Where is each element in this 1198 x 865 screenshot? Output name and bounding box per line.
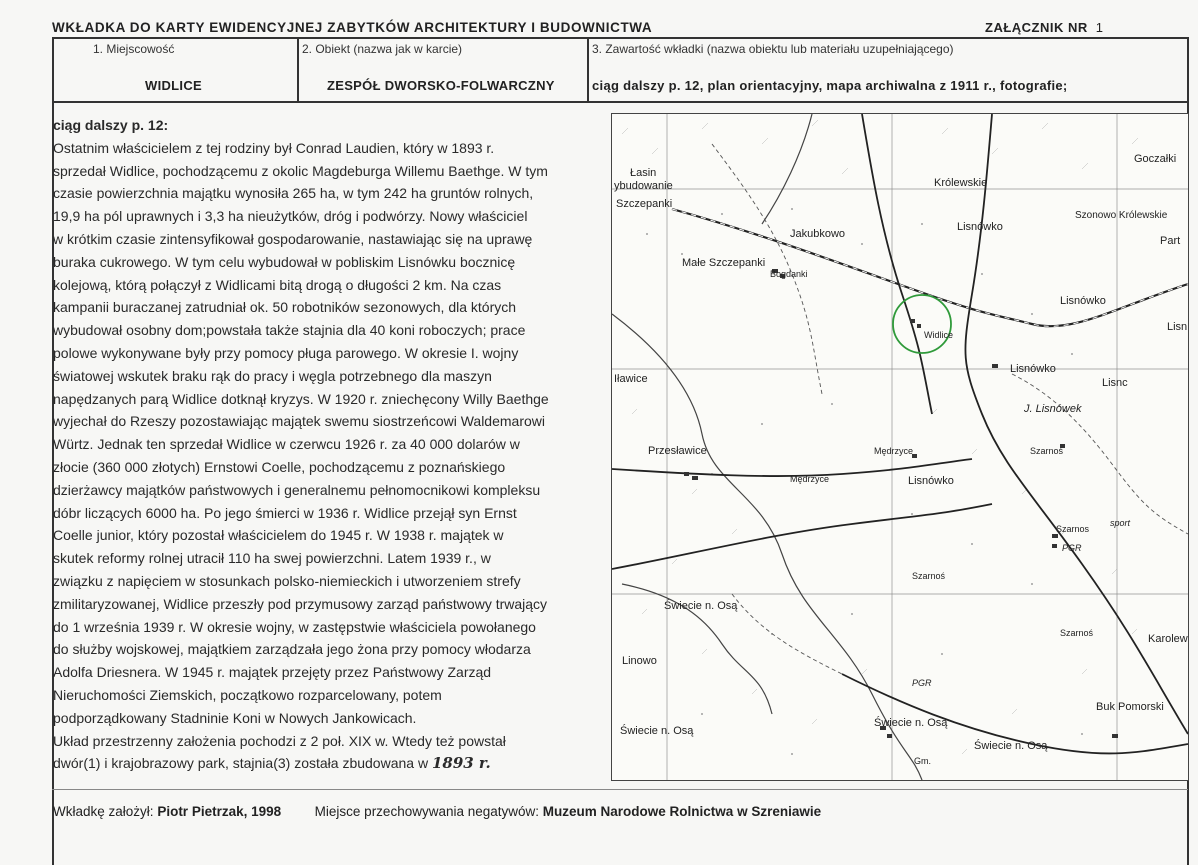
footer-top-rule — [52, 789, 1188, 790]
field-contents — [589, 38, 1187, 101]
map-label: Szarnoś — [1060, 628, 1094, 638]
map-label: Szczepanki — [616, 198, 673, 210]
field-contents-value: ciąg dalszy p. 12, plan orientacyjny, mapa archiwalna z 1911 r., fotografie; — [592, 78, 1068, 93]
field-object-label: 2. Obiekt (nazwa jak w karcie) — [302, 42, 463, 56]
map-label: Małe Szczepanki — [682, 257, 766, 269]
field-contents-label: 3. Zawartość wkładki (nazwa obiektu lub materiału uzupełniającego) — [592, 42, 954, 56]
founder-name: Piotr Pietrzak, 1998 — [157, 804, 282, 819]
field-location — [53, 38, 297, 101]
map-label: Lisnówko — [1010, 363, 1056, 375]
map-label: Szarnos — [1056, 524, 1090, 534]
body-subheading: ciąg dalszy p. 12: — [53, 117, 169, 133]
map-drawing — [612, 114, 1188, 780]
field-location-label: 1. Miejscowość — [93, 42, 175, 56]
map-label: Buk Pomorski — [1096, 701, 1164, 713]
annex-number: 1 — [1095, 20, 1104, 35]
map-label: Królewskie — [934, 177, 988, 189]
annex-label-text: ZAŁĄCZNIK NR — [985, 20, 1088, 35]
field-object-value: ZESPÓŁ DWORSKO-FOLWARCZNY — [327, 78, 555, 93]
map-label: sport — [1110, 518, 1131, 528]
annex-label — [985, 20, 1104, 35]
map-label: Świecie n. Osą — [620, 725, 694, 737]
storage-label: Miejsce przechowywania negatywów: — [314, 804, 540, 819]
body-paragraph — [53, 137, 583, 775]
map-label: Gm. — [914, 756, 931, 766]
body-paragraph-text: Ostatnim właścicielem z tej rodziny był Conrad Laudien, który w 1893 r. sprzedał Widlice, pochodzącemu z okolic Magdeburga Willemu Baethge. W tym czasie powierzchnia majątku wynosiła 265 ha, w tym 242 ha gruntów rolnych, 19,9 ha pól uprawnych i 3,3 ha nieużytków, dróg i podwórzy. Nowy właściciel w krótkim czasie zintensyfikował gospodarowanie, nastawiając się na uprawę buraka cukrowego. W tym celu wybudował w pobliskim Lisnówku bocznicę kolejową, którą połączył z Widlicami bitą drogą o długości 2 km. Na czas kampanii buraczanej zatrudniał ok. 50 robotników sezonowych, dla których wybudował osobny dom;powstała także stajnia dla 40 koni roboczych; prace polowe wykonywane były przy pomocy pługa parowego. W okresie I. wojny światowej wskutek braku rąk do pracy i węgla potrzebnego dla maszyn napędzanych parą Widlice dotknął kryzys. W 1920 r. zniechęcony Willy Baethge wyjechał do Rzeszy pozostawiając majątek swemu siostrzeńcowi Waldemarowi Würtz. Jednak ten sprzedał Widlice w czerwcu 1926 r. za 40 000 dolarów w złocie (360 000 złotych) Ernstowi Coelle, pochodzącemu z poznańskiego dzierżawcy majątków państwowych i generalnemu pełnomocnikowi kompleksu dóbr liczących 6000 ha. Po jego śmierci w 1936 r. Widlice przejął syn Ernst Coelle junior, który pozostał właścicielem do 1945 r. W 1938 r. majątek w skutek reformy rolnej utracił 110 ha swej powierzchni. Latem 1939 r., w związku z napięciem w stosunkach polsko-niemieckich i utworzeniem strefy zmilitaryzowanej, Widlice przeszły pod przymusowy zarząd państwowy trwający do 1 września 1939 r. W okresie wojny, w zastępstwie właściciela powołanego do służby wojskowej, majątkiem zarządzała jego żona przy pomocy włodarza Adolfa Driesnera. W 1945 r. majątek przejęty przez Państwowy Zarząd Nieruchomości Ziemskich, początkowo rozparcelowany, potem podporządkowany Stadninie Koni w Nowych Jankowicach. Układ przestrzenny założenia pochodzi z 2 poł. XIX w. Wtedy też powstał dwór(1) i krajobrazowy park, stajnia(3) została zbudowana w — [53, 139, 549, 772]
field-object — [299, 38, 587, 101]
map-label: Part — [1160, 235, 1181, 247]
map-label: Szarnoś — [1030, 446, 1064, 456]
map-label: Goczałki — [1134, 153, 1177, 165]
form-title: WKŁADKA DO KARTY EWIDENCYJNEJ ZABYTKÓW ARCHITEKTURY I BUDOWNICTWA — [52, 20, 653, 35]
map-label: Świecie n. Osą — [664, 600, 738, 612]
map-label: Lisnówko — [957, 221, 1003, 233]
map-label: Mędrzyce — [874, 446, 914, 456]
map-label: Świecie n. Osą — [974, 740, 1048, 752]
map-label: Przesławice — [648, 445, 707, 457]
archival-map-1911 — [611, 113, 1189, 781]
map-label: Lisnówko — [908, 475, 954, 487]
map-label: Widlice — [924, 330, 954, 340]
map-label: Lisn — [1167, 321, 1188, 333]
map-label: Bogdanki — [770, 269, 808, 279]
map-label: Szonowo Królewskie — [1075, 210, 1168, 221]
handwritten-date: 1893 r. — [431, 754, 491, 773]
field-location-value: WIDLICE — [145, 78, 202, 93]
map-label: Linowo — [622, 655, 657, 667]
card-footer — [53, 804, 821, 819]
map-label: J. Lisnówek — [1024, 403, 1082, 415]
map-label: Iławice — [614, 373, 648, 385]
storage-place: Muzeum Narodowe Rolnictwa w Szreniawie — [542, 804, 822, 819]
map-label: Karolew — [1148, 633, 1188, 645]
map-label: Jakubkowo — [790, 228, 846, 240]
fields-bottom-rule — [52, 101, 1188, 103]
widlice-highlight-circle — [893, 295, 954, 353]
history-text-block — [53, 114, 583, 775]
map-label: Łasin — [630, 167, 657, 179]
map-label: PGR — [912, 678, 932, 688]
map-label: Świecie n. Osą — [874, 717, 948, 729]
map-label: ybudowanie — [614, 180, 673, 192]
map-label: Lisnc — [1102, 377, 1128, 389]
map-label: Mędrzyce — [790, 474, 830, 484]
map-label: PGR — [1062, 543, 1082, 553]
founder-label: Wkładkę założył: — [53, 804, 154, 819]
map-label: Szarnoś — [912, 571, 946, 581]
map-label: Lisnówko — [1060, 295, 1106, 307]
